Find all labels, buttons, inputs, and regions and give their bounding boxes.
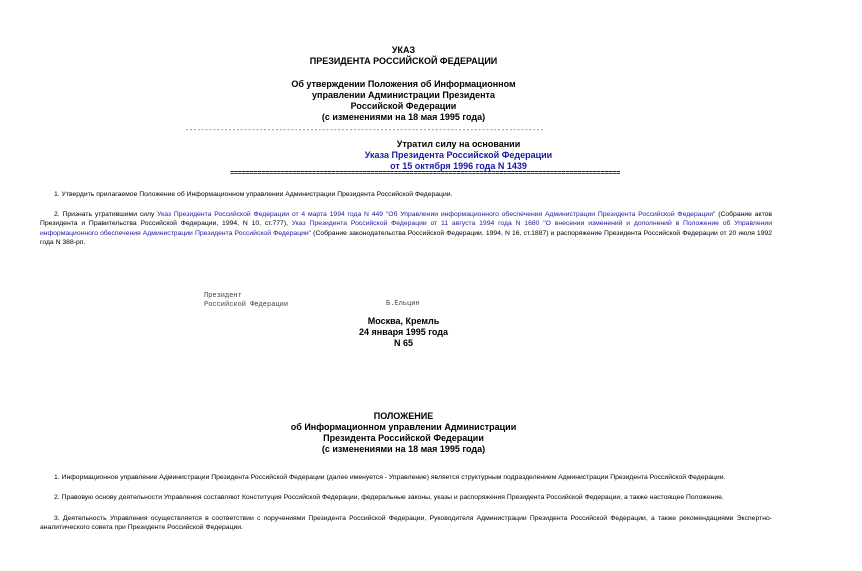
- signing-date: 24 января 1995 года: [359, 327, 448, 337]
- regulation-header: [0, 411, 807, 455]
- decree-title-line: УКАЗ: [391, 45, 416, 55]
- decree-subject-line: управлении Администрации Президента: [312, 90, 495, 100]
- regulation-title: ПОЛОЖЕНИЕ: [373, 411, 434, 421]
- void-link[interactable]: Указа Президента Российской Федерации: [364, 150, 553, 160]
- signature-role-line: Российской Федерации: [204, 300, 289, 309]
- paragraph-1: 1. Утвердить прилагаемое Положение об Информационном управлении Администрации Президента Российской Федерации.: [54, 191, 453, 198]
- regulation-subtitle: (с изменениями на 18 мая 1995 года): [321, 444, 486, 454]
- signing-place: Москва, Кремль: [367, 316, 440, 326]
- decree-subject-line: Об утверждении Положения об Информационном: [291, 79, 516, 89]
- regulation-subtitle: Президента Российской Федерации: [323, 433, 484, 443]
- decree-subject-line: (с изменениями на 18 мая 1995 года): [321, 112, 486, 122]
- reference-link[interactable]: Указ Президента Российской Федерации от 11 августа 1994 года N 1680 "О внесении изменений и дополнений в Положение об Управлении информационного обеспечения Администрации Президента Российской Федерации": [40, 220, 772, 237]
- decree-title: [0, 45, 807, 67]
- reference-link[interactable]: Указ Президента Российской Федерации от 4 марта 1994 года N 449 "Об Управлении информационного обеспечения Администрации Президента Российской Федерации": [157, 211, 716, 218]
- signing-info: [0, 316, 807, 349]
- paragraph-2-text: (Собрание законодательства Российской Федерации, 1994, N 16, ст.1887) и распоряжение Президента Российской Федерации от 20 июля 1992 года N 388-рп.: [40, 229, 772, 246]
- signature-role: [204, 292, 288, 309]
- signature-name: Б.Ельцин: [386, 300, 420, 308]
- void-label: Утратил силу на основании: [396, 139, 521, 149]
- dash-separator: --------------------------------------------------------------------------------------------: [185, 127, 544, 135]
- decree-title-line: ПРЕЗИДЕНТА РОССИЙСКОЙ ФЕДЕРАЦИИ: [309, 56, 498, 66]
- regulation-paragraph-1: 1. Информационное управление Администрации Президента Российской Федерации (далее именуется - Управление) является структурным подразделением Администрации Президента Российской Федерации.: [54, 474, 726, 481]
- void-link[interactable]: от 15 октября 1996 года N 1439: [390, 161, 527, 171]
- signature-role-line: Президент: [204, 292, 242, 300]
- paragraph-2-text: (Собрание актов Президента и Правительства Российской Федерации, 1994, N 10, ст.777),: [40, 211, 772, 228]
- regulation-paragraph-3: 3. Деятельность Управления осуществляется в соответствии с поручениями Президента Российской Федерации, Руководителя Администрации Президента Российской Федерации, а также рекомендациями Экспертно-аналитического совета при Президенте Российской Федерации.: [40, 515, 772, 532]
- regulation-paragraph-2: 2. Правовую основу деятельности Управления составляют Конституция Российской Федерации, федеральные законы, указы и распоряжения Президента Российской Федерации, а также настоящее Положение.: [54, 494, 724, 501]
- regulation-subtitle: об Информационном управлении Администрации: [290, 422, 517, 432]
- paragraph-2-text: 2. Признать утратившими силу: [54, 211, 158, 218]
- decree-number: N 65: [393, 338, 413, 348]
- void-notice: [55, 139, 862, 172]
- decree-subject: [0, 79, 807, 123]
- decree-subject-line: Российской Федерации: [350, 101, 457, 111]
- paragraph-2: [40, 210, 772, 247]
- double-separator: ====================================================================================================: [230, 170, 621, 178]
